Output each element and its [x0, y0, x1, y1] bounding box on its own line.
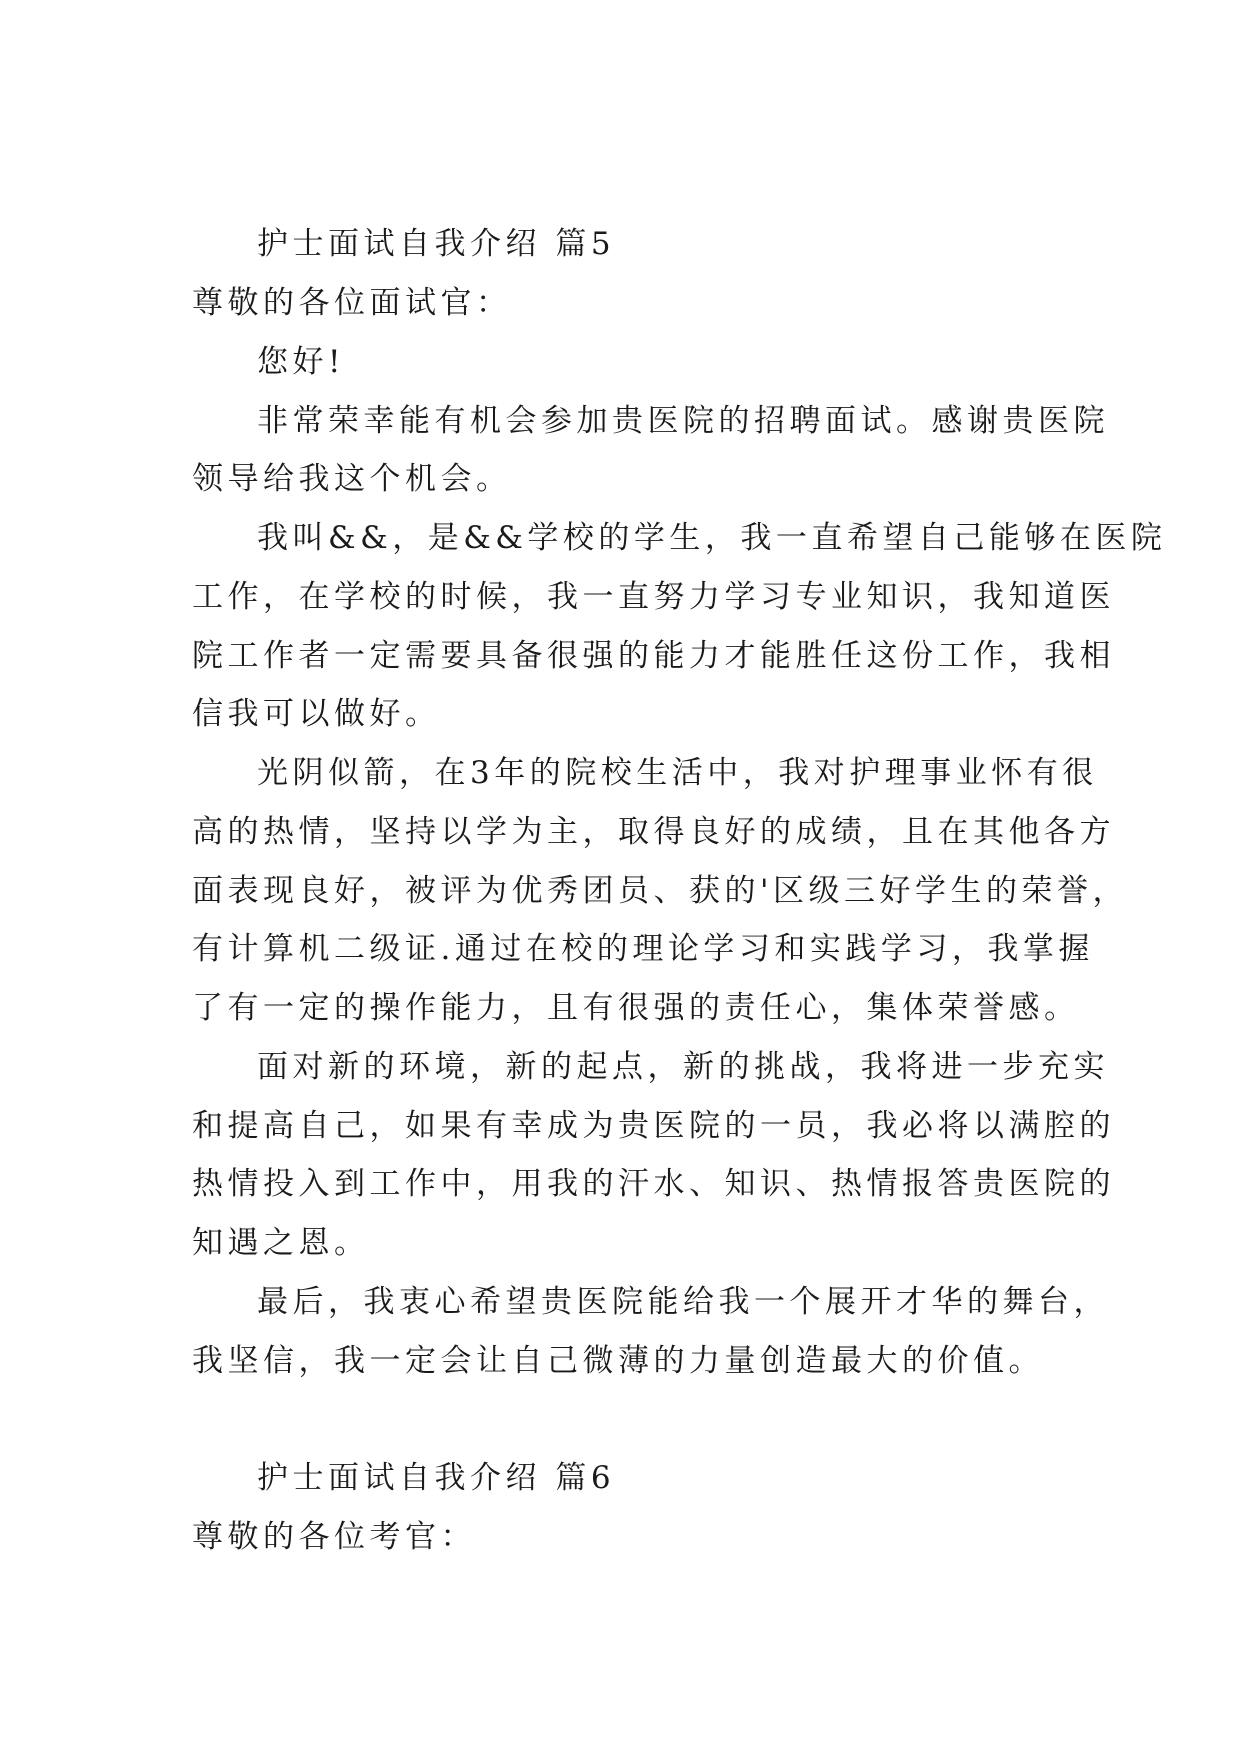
paragraph-line: 了有一定的操作能力，且有很强的责任心，集体荣誉感。 — [192, 990, 1080, 1026]
paragraph-line: 高的热情，坚持以学为主，取得良好的成绩，且在其他各方 — [192, 814, 1115, 850]
paragraph-line: 领导给我这个机会。 — [192, 461, 512, 497]
paragraph-line: 知遇之恩。 — [192, 1225, 370, 1261]
section6-salutation: 尊敬的各位考官： — [192, 1519, 476, 1555]
paragraph-line: 有计算机二级证.通过在校的理论学习和实践学习，我掌握 — [192, 931, 1094, 967]
paragraph-line: 非常荣幸能有机会参加贵医院的招聘面试。感谢贵医院 — [257, 403, 1109, 439]
paragraph-line: 面对新的环境，新的起点，新的挑战，我将进一步充实 — [257, 1049, 1109, 1085]
paragraph-line: 院工作者一定需要具备很强的能力才能胜任这份工作，我相 — [192, 638, 1115, 674]
section5-greeting: 您好! — [257, 344, 345, 380]
paragraph-line: 最后，我衷心希望贵医院能给我一个展开才华的舞台， — [257, 1284, 1109, 1320]
paragraph-line: 光阴似箭，在3年的院校生活中，我对护理事业怀有很 — [257, 755, 1098, 791]
paragraph-line: 和提高自己，如果有幸成为贵医院的一员，我必将以满腔的 — [192, 1108, 1115, 1144]
paragraph-line: 热情投入到工作中，用我的汗水、知识、热情报答贵医院的 — [192, 1166, 1115, 1202]
section5-heading: 护士面试自我介绍 篇5 — [257, 226, 616, 262]
paragraph-line: 面表现良好，被评为优秀团员、获的'区级三好学生的荣誉， — [192, 873, 1129, 909]
paragraph-line: 我坚信，我一定会让自己微薄的力量创造最大的价值。 — [192, 1343, 1044, 1379]
section6-heading: 护士面试自我介绍 篇6 — [257, 1460, 616, 1496]
paragraph-line: 我叫&&，是&&学校的学生，我一直希望自己能够在医院 — [257, 520, 1167, 556]
paragraph-line: 信我可以做好。 — [192, 696, 441, 732]
paragraph-line: 工作，在学校的时候，我一直努力学习专业知识，我知道医 — [192, 579, 1115, 615]
section5-salutation: 尊敬的各位面试官： — [192, 285, 512, 321]
